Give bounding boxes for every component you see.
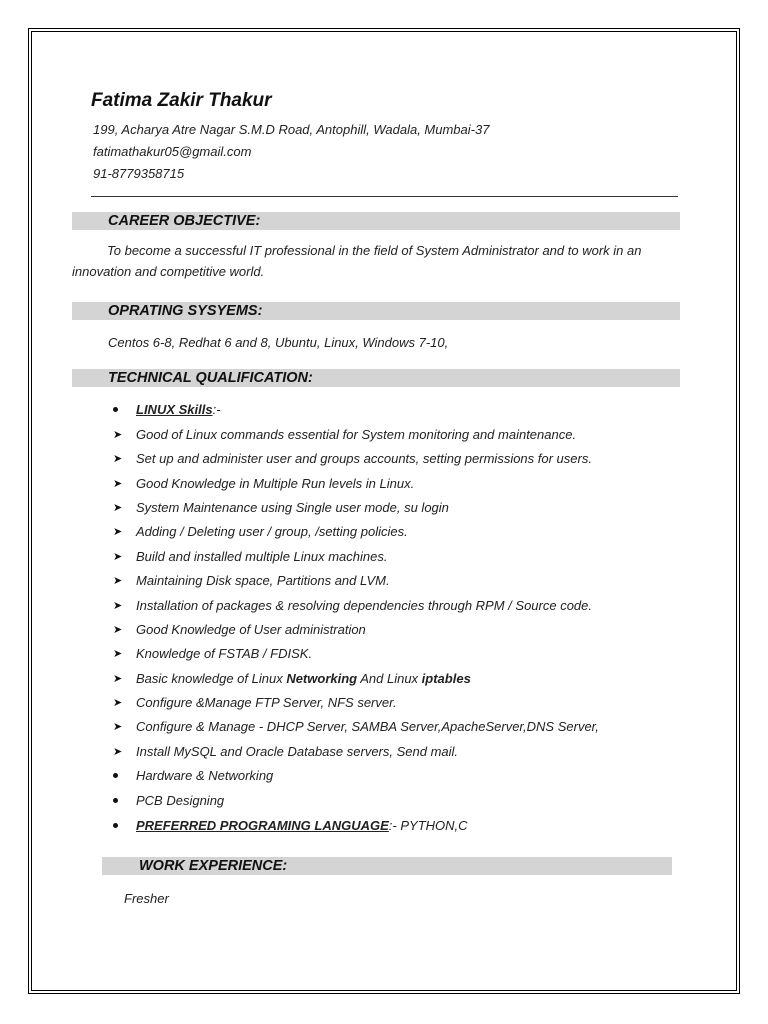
career-objective-line2: innovation and competitive world. bbox=[72, 264, 265, 279]
work-experience-header bbox=[102, 857, 672, 875]
arrow-bullet-icon: ➤ bbox=[113, 428, 123, 441]
section-title: CAREER OBJECTIVE: bbox=[108, 213, 261, 229]
section-title: OPRATING SYSYEMS: bbox=[108, 303, 263, 319]
preferred-language-value: :- PYTHON,C bbox=[388, 818, 468, 833]
skill-text: Good of Linux commands essential for System monitoring and maintenance. bbox=[136, 426, 577, 442]
skill-text: System Maintenance using Single user mode, su login bbox=[136, 500, 449, 515]
candidate-name: Fatima Zakir Thakur bbox=[91, 90, 272, 111]
section-title: TECHNICAL QUALIFICATION: bbox=[108, 370, 313, 386]
address: 199, Acharya Atre Nagar S.M.D Road, Antophill, Wadala, Mumbai-37 bbox=[93, 122, 490, 137]
arrow-bullet-icon: ➤ bbox=[113, 477, 123, 490]
networking-bold: Networking bbox=[286, 670, 358, 686]
skill-text: Set up and administer user and groups accounts, setting permissions for users. bbox=[136, 451, 592, 466]
arrow-bullet-icon: ➤ bbox=[113, 502, 123, 514]
skill-text: Build and installed multiple Linux machines. bbox=[136, 548, 388, 564]
arrow-bullet-icon: ➤ bbox=[113, 599, 123, 612]
arrow-bullet-icon: ➤ bbox=[113, 648, 123, 660]
skill-text: Installation of packages & resolving dependencies through RPM / Source code. bbox=[136, 597, 592, 613]
arrow-bullet-icon: ➤ bbox=[113, 526, 123, 538]
skill-text: Maintaining Disk space, Partitions and LVM. bbox=[136, 573, 390, 588]
skill-text: Knowledge of FSTAB / FDISK. bbox=[136, 646, 313, 661]
bullet-icon bbox=[113, 401, 127, 419]
skill-text: Adding / Deleting user / group, /setting policies. bbox=[136, 524, 408, 539]
networking-mid: And Linux bbox=[357, 670, 422, 686]
work-experience-text: Fresher bbox=[124, 891, 169, 906]
arrow-bullet-icon: ➤ bbox=[113, 550, 123, 563]
arrow-bullet-icon: ➤ bbox=[113, 623, 123, 636]
skill-text: Configure &Manage FTP Server, NFS server. bbox=[136, 695, 397, 710]
bullet-icon bbox=[113, 817, 127, 835]
skill-text: Install MySQL and Oracle Database servers, Send mail. bbox=[136, 743, 459, 759]
arrow-bullet-icon: ➤ bbox=[113, 575, 123, 587]
arrow-bullet-icon: ➤ bbox=[113, 745, 123, 758]
technical-qualification-header bbox=[72, 369, 680, 387]
arrow-bullet-icon: ➤ bbox=[113, 672, 123, 685]
networking-skill-text bbox=[136, 670, 471, 688]
career-objective-line1: To become a successful IT professional in the field of System Administrator and to work in an bbox=[107, 243, 642, 258]
arrow-bullet-icon: ➤ bbox=[113, 697, 123, 709]
phone: 91-8779358715 bbox=[93, 166, 185, 181]
linux-skills-label: LINUX Skills bbox=[136, 402, 213, 417]
header-divider bbox=[91, 196, 678, 197]
arrow-bullet-icon: ➤ bbox=[113, 721, 123, 733]
arrow-bullet-icon: ➤ bbox=[113, 453, 123, 465]
email: fatimathakur05@gmail.com bbox=[93, 144, 252, 159]
bullet-icon bbox=[113, 767, 127, 785]
skill-text: Good Knowledge in Multiple Run levels in Linux. bbox=[136, 475, 415, 491]
linux-skills-suffix: :- bbox=[212, 402, 221, 417]
preferred-language-label: PREFERRED PROGRAMING LANGUAGE bbox=[136, 818, 389, 833]
skill-text: Hardware & Networking bbox=[136, 768, 274, 783]
skill-text: Configure & Manage - DHCP Server, SAMBA Server,ApacheServer,DNS Server, bbox=[136, 719, 599, 734]
operating-systems-text: Centos 6-8, Redhat 6 and 8, Ubuntu, Linux, Windows 7-10, bbox=[108, 335, 449, 350]
networking-pre: Basic knowledge of Linux bbox=[136, 670, 287, 686]
skill-text: Good Knowledge of User administration bbox=[136, 621, 366, 637]
bullet-icon bbox=[113, 792, 127, 810]
career-objective-header bbox=[72, 212, 680, 230]
operating-systems-header bbox=[72, 302, 680, 320]
iptables-bold: iptables bbox=[421, 670, 471, 686]
section-title: WORK EXPERIENCE: bbox=[139, 858, 288, 874]
skill-text: PCB Designing bbox=[136, 793, 225, 808]
